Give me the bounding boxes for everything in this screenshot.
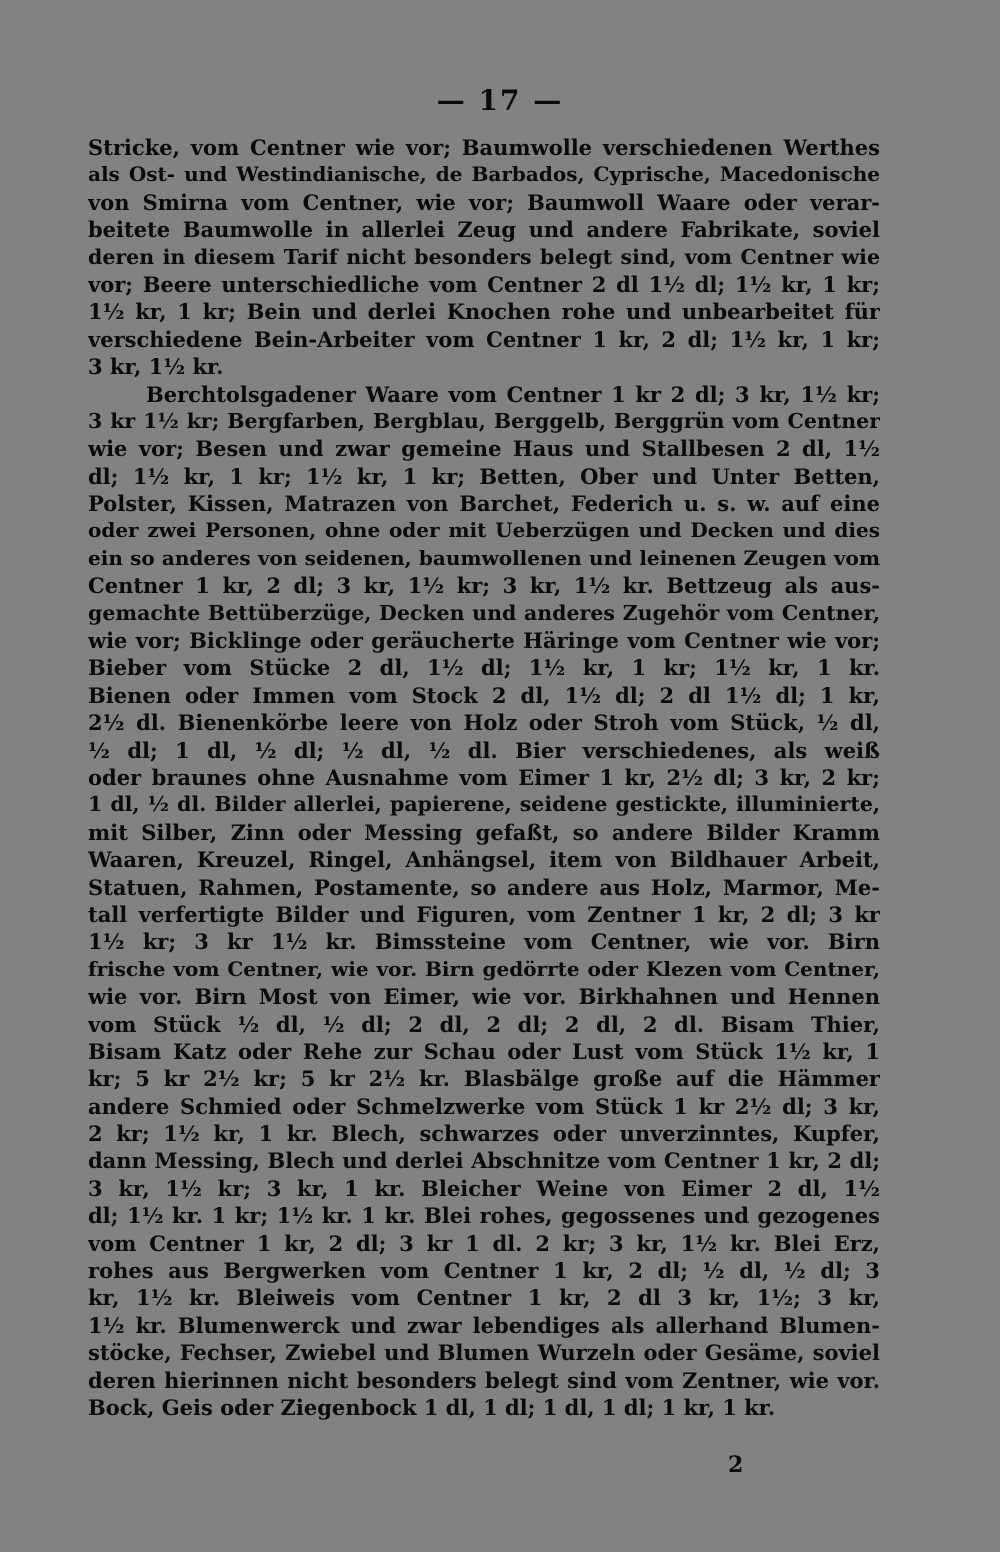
text-line: deren in diesem Tarif nicht besonders belegt sind, vom Centner wie [88,244,880,269]
text-line: 3 kr 1½ kr; Bergfarben, Bergblau, Berggelb, Berggrün vom Centner [88,408,880,433]
printer-signature-mark: 2 [728,1452,744,1478]
text-line: Polster, Kissen, Matrazen von Barchet, Federich u. s. w. auf eine [88,491,880,517]
text-line: Centner 1 kr, 2 dl; 3 kr, 1½ kr; 3 kr, 1½ kr. Bettzeug als aus- [88,573,880,599]
text-line: tall verfertigte Bilder und Figuren, vom Zentner 1 kr, 2 dl; 3 kr [88,901,880,927]
text-line: wie vor. Birn Most von Eimer, wie vor. Birkhahnen und Hennen [88,984,880,1010]
text-line: verschiedene Bein-Arbeiter vom Centner 1 kr, 2 dl; 1½ kr, 1 kr; [88,326,880,352]
text-line: als Ost- und Westindianische, de Barbados, Cyprische, Macedonische [88,162,880,187]
text-line: dann Messing, Blech und derlei Abschnitze vom Centner 1 kr, 2 dl; [88,1148,880,1174]
text-line: von Smirna vom Centner, wie vor; Baumwoll Waare oder verar- [88,189,880,215]
text-line: Bock, Geis oder Ziegenbock 1 dl, 1 dl; 1 dl, 1 dl; 1 kr, 1 kr. [88,1394,776,1420]
text-line: 3 kr, 1½ kr; 3 kr, 1 kr. Bleicher Weine von Eimer 2 dl, 1½ [88,1175,880,1201]
text-line: deren hierinnen nicht besonders belegt sind vom Zentner, wie vor. [88,1367,880,1393]
text-line: dl; 1½ kr, 1 kr; 1½ kr, 1 kr; Betten, Ober und Unter Betten, [88,463,880,489]
text-line: frische vom Centner, wie vor. Birn gedörrte oder Klezen vom Centner, [88,956,880,981]
text-line: oder braunes ohne Ausnahme vom Eimer 1 kr, 2½ dl; 3 kr, 2 kr; [88,764,880,790]
text-line: Bieber vom Stücke 2 dl, 1½ dl; 1½ kr, 1 kr; 1½ kr, 1 kr. [88,655,880,681]
text-line: Stricke, vom Centner wie vor; Baumwolle verschiedenen Werthes [88,135,880,160]
text-line: 1½ kr, 1 kr; Bein und derlei Knochen rohe und unbearbeitet für [88,299,880,325]
text-line: ein so anderes von seidenen, baumwollenen und leinenen Zeugen vom [88,545,880,570]
text-line: 1 dl, ½ dl. Bilder allerlei, papierene, seidene gestickte, illuminierte, [88,792,880,817]
text-line: Waaren, Kreuzel, Ringel, Anhängsel, item von Bildhauer Arbeit, [88,847,880,873]
text-line: 2½ dl. Bienenkörbe leere von Holz oder Stroh vom Stück, ½ dl, [88,710,880,736]
text-line: mit Silber, Zinn oder Messing gefaßt, so andere Bilder Kramm [88,819,880,845]
text-line: wie vor; Besen und zwar gemeine Haus und Stallbesen 2 dl, 1½ [88,436,880,462]
text-line: vom Stück ½ dl, ½ dl; 2 dl, 2 dl; 2 dl, 2 dl. Bisam Thier, [88,1011,880,1037]
text-line: Statuen, Rahmen, Postamente, so andere aus Holz, Marmor, Me- [88,874,880,900]
text-line: 3 kr, 1½ kr. [88,354,224,380]
text-line: Berchtolsgadener Waare vom Centner 1 kr 2 dl; 3 kr, 1½ kr; [146,381,880,407]
text-line: gemachte Bettüberzüge, Decken und anderes Zugehör vom Centner, [88,600,880,625]
text-line: 2 kr; 1½ kr, 1 kr. Blech, schwarzes oder unverzinntes, Kupfer, [88,1121,880,1147]
text-line: Bienen oder Immen vom Stock 2 dl, 1½ dl; 2 dl 1½ dl; 1 kr, [88,682,880,708]
text-line: Bisam Katz oder Rehe zur Schau oder Lust vom Stück 1½ kr, 1 [88,1038,880,1064]
text-line: ½ dl; 1 dl, ½ dl; ½ dl, ½ dl. Bier verschiedenes, als weiß [88,737,880,763]
page-number: — 17 — [436,84,564,117]
text-line: wie vor; Bicklinge oder geräucherte Häringe vom Centner wie vor; [88,628,880,654]
text-line: dl; 1½ kr. 1 kr; 1½ kr. 1 kr. Blei rohes, gegossenes und gezogenes [88,1203,880,1229]
text-line: vom Centner 1 kr, 2 dl; 3 kr 1 dl. 2 kr; 3 kr, 1½ kr. Blei Erz, [88,1230,880,1256]
text-line: rohes aus Bergwerken vom Centner 1 kr, 2 dl; ½ dl, ½ dl; 3 [88,1258,880,1284]
text-line: beitete Baumwolle in allerlei Zeug und andere Fabrikate, soviel [88,217,880,243]
text-line: 1½ kr; 3 kr 1½ kr. Bimssteine vom Centner, wie vor. Birn [88,929,880,955]
text-line: kr; 5 kr 2½ kr; 5 kr 2½ kr. Blasbälge große auf die Hämmer [88,1066,880,1092]
text-line: andere Schmied oder Schmelzwerke vom Stück 1 kr 2½ dl; 3 kr, [88,1093,880,1119]
text-line: vor; Beere unterschiedliche vom Centner 2 dl 1½ dl; 1½ kr, 1 kr; [88,271,880,297]
text-line: 1½ kr. Blumenwerck und zwar lebendiges als allerhand Blumen- [88,1312,880,1338]
text-line: stöcke, Fechser, Zwiebel und Blumen Wurzeln oder Gesäme, soviel [88,1340,880,1366]
text-line: oder zwei Personen, ohne oder mit Ueberzügen und Decken und dies [88,518,880,543]
body-text [88,134,880,1421]
text-line: kr, 1½ kr. Bleiweis vom Centner 1 kr, 2 dl 3 kr, 1½; 3 kr, [88,1285,880,1311]
